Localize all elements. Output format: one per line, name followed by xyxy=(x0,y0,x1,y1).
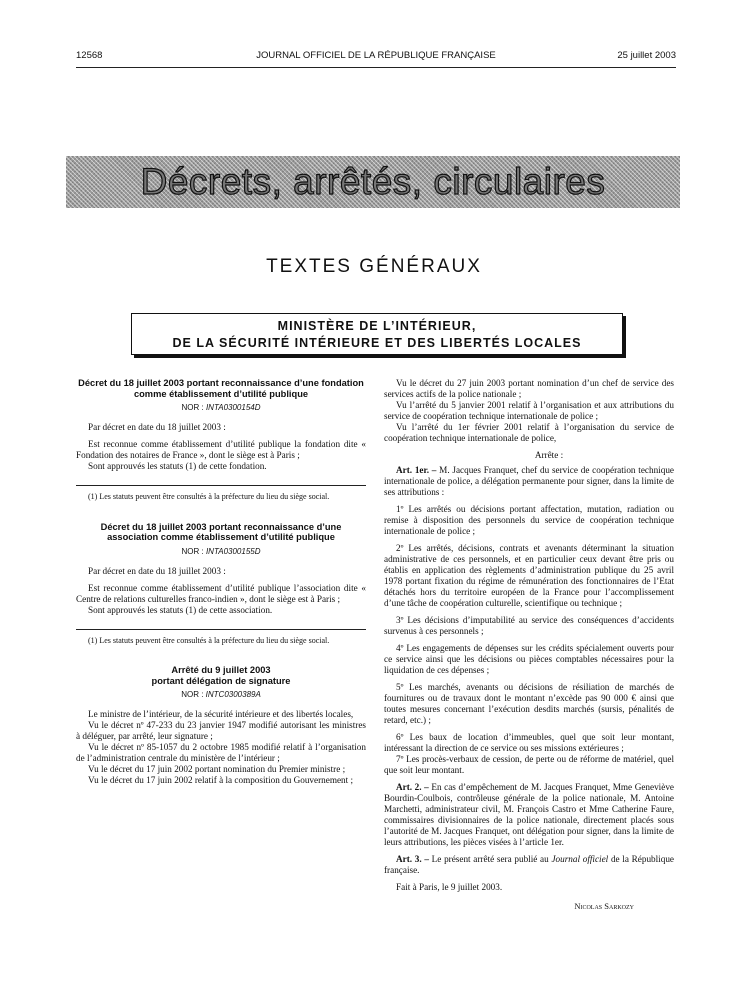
header-rule xyxy=(76,67,676,68)
nor-code: INTC0300389A xyxy=(205,690,261,699)
decree-2-paragraph: Par décret en date du 18 juillet 2003 : xyxy=(88,565,226,576)
decree-2-footnote: (1) Les statuts peuvent être consultés à la préfecture du lieu du siège social. xyxy=(88,635,330,645)
article-2 xyxy=(384,782,674,848)
arrete-paragraph: Vu le décret nº 47-233 du 23 janvier 1947 modifié autorisant les ministres à déléguer, par arrêté, leur signature ; xyxy=(76,720,366,741)
left-column xyxy=(76,378,366,786)
right-paragraph: Vu l’arrêté du 5 janvier 2001 relatif à l’organisation et aux attributions du service de coopération technique internationale de police ; xyxy=(384,400,674,421)
article-2-text: En cas d’empêchement de M. Jacques Franquet, Mme Geneviève Bourdin-Coulbois, contrôleuse générale de la police nationale, M. Antoine Marchetti, administrateur civil, M. François Castro et Mme Catherine Faure, commissaires divisionnaires de la police nationale, directement placés sous l’autorité de M. Jacques Franquet, ont délégation pour signer, dans la limite de leurs attributions, les pièces visées à l’article 1er. xyxy=(384,782,674,847)
footnote-rule xyxy=(76,485,366,486)
section-title: TEXTES GÉNÉRAUX xyxy=(266,256,482,277)
article-1-item: 2º Les arrêtés, décisions, contrats et avenants déterminant la situation administrative de ces personnels, et en particulier ceux devant être pris ou établis en application des règlements d’administration publique du 25 avril 1978 portant fixation du régime de rémunération des fonctionnaires de l’Etat détachés hors du territoire européen de la France pour l’accomplissement d’une tâche de coopération culturelle, scientifique ou technique ; xyxy=(384,543,674,608)
footnote-rule xyxy=(76,629,366,630)
article-1-text: M. Jacques Franquet, chef du service de coopération technique internationale de police, a délégation permanente pour signer, dans la limite de ses attributions : xyxy=(384,465,674,497)
arrete-nor xyxy=(76,689,366,700)
decree-1-footnote: (1) Les statuts peuvent être consultés à la préfecture du lieu du siège social. xyxy=(88,492,330,501)
signature: Nicolas Sarkozy xyxy=(574,901,634,911)
decree-2-paragraph: Sont approuvés les statuts (1) de cette association. xyxy=(88,604,273,615)
arrete-word: Arrête : xyxy=(534,450,564,460)
article-1-item: 6º Les baux de location d’immeubles, quel que soit leur montant, intéressant la direction de ce service ou ses missions extérieures ; xyxy=(384,732,674,753)
article-1-item: 1º Les arrêtés ou décisions portant affectation, mutation, radiation ou remise à disposition des personnels du service de coopération technique internationale de police ; xyxy=(384,504,674,536)
nor-label: NOR : xyxy=(181,690,204,699)
publication-date: 25 juillet 2003 xyxy=(617,50,676,61)
ministry-box xyxy=(131,313,623,355)
article-3-text-end: de la République française. xyxy=(384,854,674,875)
arrete-title-line-1: Arrêté du 9 juillet 2003 xyxy=(171,665,271,675)
journal-officiel-ref: Journal officiel xyxy=(551,854,609,864)
arrete-paragraph: Vu le décret du 17 juin 2002 portant nomination du Premier ministre ; xyxy=(88,764,346,774)
nor-code: INTA0300155D xyxy=(205,546,261,556)
decree-1-paragraph: Est reconnue comme établissement d’utilité publique la fondation dite « Fondation des notaires de France », dont le siège est à Paris ; xyxy=(76,439,366,460)
page-number: 12568 xyxy=(76,50,103,61)
ministry-line-1: MINISTÈRE DE L’INTÉRIEUR, xyxy=(277,319,477,333)
journal-title: JOURNAL OFFICIEL DE LA RÉPUBLIQUE FRANÇAISE xyxy=(256,50,496,61)
right-paragraph: Vu le décret du 27 juin 2003 portant nomination d’un chef de service des services actifs de la police nationale ; xyxy=(384,378,674,399)
article-1-item: 7º Les procès-verbaux de cession, de perte ou de réforme de matériel, quel que soit leur montant. xyxy=(384,754,674,775)
arrete-paragraph: Le ministre de l’intérieur, de la sécurité intérieure et des libertés locales, xyxy=(88,709,354,719)
arrete-paragraph: Vu le décret nº 85-1057 du 2 octobre 1985 modifié relatif à l’organisation de l’administration centrale du ministère de l’intérieur ; xyxy=(76,742,366,763)
article-1-item: 5º Les marchés, avenants ou décisions de résiliation de marchés de fournitures ou de travaux dont le montant n’excède pas 90 000 € ainsi que toutes mesures concernant l’exécution desdits marchés (sursis, pénalités de retard, etc.) ; xyxy=(384,682,674,725)
article-3 xyxy=(384,854,674,876)
nor-label: NOR : xyxy=(181,546,204,556)
article-3-text: Le présent arrêté sera publié au xyxy=(431,854,549,864)
nor-label: NOR : xyxy=(181,403,204,412)
article-1-item: 3º Les décisions d’imputabilité au service des conséquences d’accidents survenus à ces personnels ; xyxy=(384,615,674,636)
nor-code: INTA0300154D xyxy=(205,403,261,412)
decree-2-paragraph: Est reconnue comme établissement d’utilité publique l’association dite « Centre de relations culturelles franco-indien », dont le siège est à Paris ; xyxy=(76,582,366,604)
right-paragraph: Vu l’arrêté du 1er février 2001 relatif à l’organisation du service de coopération technique internationale de police, xyxy=(384,422,674,443)
decree-2-nor xyxy=(76,546,366,557)
decree-1-paragraph: Sont approuvés les statuts (1) de cette fondation. xyxy=(88,461,267,471)
decree-2-title: Décret du 18 juillet 2003 portant reconnaissance d’une association comme établissement d’utilité publique xyxy=(100,521,342,542)
decree-1-nor xyxy=(76,402,366,413)
arrete-paragraph: Vu le décret du 17 juin 2002 relatif à la composition du Gouvernement ; xyxy=(88,775,354,785)
arrete-title-line-2: portant délégation de signature xyxy=(151,675,291,686)
right-column xyxy=(384,378,674,912)
page-header xyxy=(76,50,676,64)
article-1 xyxy=(384,465,674,498)
ministry-line-2: DE LA SÉCURITÉ INTÉRIEURE ET DES LIBERTÉS LOCALES xyxy=(172,336,582,350)
article-3-label: Art. 3. – xyxy=(396,854,429,864)
decree-1-paragraph: Par décret en date du 18 juillet 2003 : xyxy=(88,422,226,432)
article-2-label: Art. 2. – xyxy=(396,782,429,792)
decree-1-title: Décret du 18 juillet 2003 portant reconnaissance d’une fondation comme établissement d’utilité publique xyxy=(78,378,364,399)
article-1-item: 4º Les engagements de dépenses sur les crédits spécialement ouverts pour ce service ainsi que les décisions ou pièces comptables nécessaires pour la liquidation de ces dépenses ; xyxy=(384,643,674,675)
fait-line: Fait à Paris, le 9 juillet 2003. xyxy=(396,882,503,892)
banner-title: Décrets, arrêtés, circulaires xyxy=(140,161,606,202)
article-1-label: Art. 1er. – xyxy=(396,465,437,475)
